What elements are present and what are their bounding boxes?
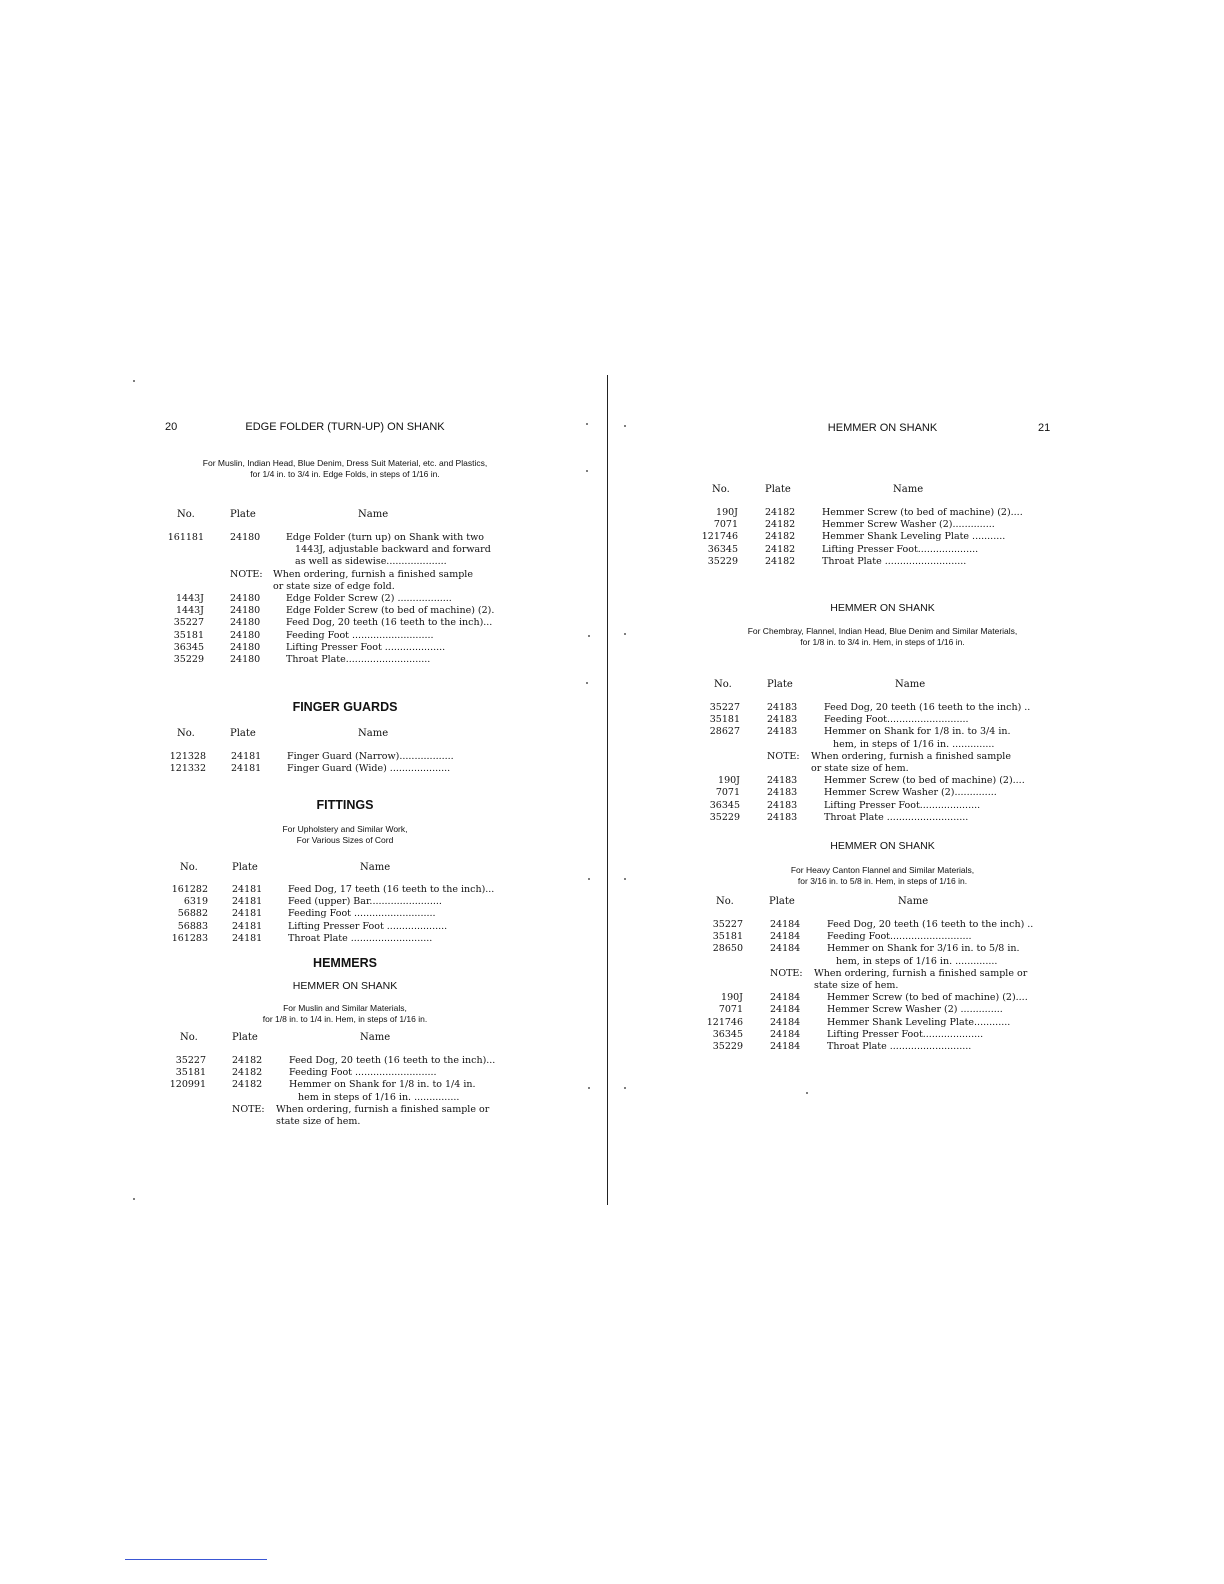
part-name: Hemmer on Shank for 1/8 in. to 3/4 in. xyxy=(824,726,1011,738)
part-number: 36345 xyxy=(712,1028,743,1040)
part-name: When ordering, furnish a finished sample or xyxy=(814,967,1028,979)
part-number: 1443J xyxy=(176,605,204,617)
note-label: NOTE: xyxy=(232,1103,265,1115)
part-number: 190J xyxy=(721,992,743,1004)
part-name: Throat Plate............................ xyxy=(286,654,431,665)
part-name: state size of hem. xyxy=(814,980,899,991)
part-name: Hemmer Screw (to bed of machine) (2).... xyxy=(827,992,1028,1004)
part-name: Hemmer Screw (to bed of machine) (2).... xyxy=(822,507,1023,518)
scan-speck xyxy=(624,878,626,880)
part-number: 36345 xyxy=(173,641,204,653)
left-page-header: EDGE FOLDER (TURN-UP) ON SHANK xyxy=(245,421,445,433)
part-name: Hemmer Shank Leveling Plate ........... xyxy=(822,531,1006,543)
plate-number: 24181 xyxy=(232,932,263,944)
part-name: state size of hem. xyxy=(276,1116,361,1127)
hemmers-subtitle xyxy=(160,1003,530,1025)
plate-number: 24182 xyxy=(765,519,796,531)
edge-folder-subtitle xyxy=(160,458,530,480)
part-name: When ordering, furnish a finished sample xyxy=(273,568,473,580)
part-name: When ordering, furnish a finished sample or xyxy=(276,1103,490,1115)
subtitle-line: For Muslin, Indian Head, Blue Denim, Dress Suit Material, etc. and Plastics, xyxy=(202,458,488,468)
plate-number: 24181 xyxy=(231,751,262,762)
part-name: Hemmer Shank Leveling Plate............ xyxy=(827,1016,1011,1028)
col-header-name: Name xyxy=(358,728,389,739)
part-name: Hemmer Screw Washer (2).............. xyxy=(824,787,997,799)
part-name: Lifting Presser Foot .................... xyxy=(286,641,446,653)
part-number: 121746 xyxy=(701,531,738,543)
part-name: Hemmer Screw Washer (2).............. xyxy=(822,519,995,531)
part-name: Finger Guard (Wide) .................... xyxy=(287,763,451,775)
scan-speck xyxy=(586,470,588,472)
col-header-plate: Plate xyxy=(769,896,795,907)
plate-number: 24183 xyxy=(767,726,798,738)
plate-number: 24180 xyxy=(230,629,261,641)
part-number: 120991 xyxy=(169,1079,206,1091)
part-number: 35227 xyxy=(175,1055,206,1066)
col-header-plate: Plate xyxy=(765,484,791,495)
subtitle-line: for 3/16 in. to 5/8 in. Hem, in steps of 1/16 in. xyxy=(797,876,968,886)
part-name: Feeding Foot ........................... xyxy=(288,908,436,920)
part-name: Feed Dog, 20 teeth (16 teeth to the inch) .. xyxy=(827,919,1034,930)
right-page-header: HEMMER ON SHANK xyxy=(827,422,938,434)
part-name: 1443J, adjustable backward and forward xyxy=(286,544,491,556)
part-number: 28650 xyxy=(712,943,743,955)
subtitle-line: For Muslin and Similar Materials, xyxy=(283,1003,407,1013)
part-name: Edge Folder Screw (to bed of machine) (2). xyxy=(286,605,495,617)
hemmer-on-shank-title: HEMMER ON SHANK xyxy=(292,980,398,992)
col-header-no: No. xyxy=(714,679,732,690)
col-header-name: Name xyxy=(358,509,389,520)
scan-speck xyxy=(624,1087,626,1089)
part-name: Feed (upper) Bar........................ xyxy=(288,896,442,908)
part-number: 7071 xyxy=(713,519,738,531)
fittings-title: FITTINGS xyxy=(316,798,374,812)
plate-number: 24180 xyxy=(230,654,261,665)
part-name: Hemmer Screw Washer (2) .............. xyxy=(827,1004,1003,1016)
col-header-plate: Plate xyxy=(232,862,258,873)
col-header-name: Name xyxy=(898,896,929,907)
part-name: Feeding Foot........................... xyxy=(827,931,972,943)
hemmer-2-title: HEMMER ON SHANK xyxy=(830,602,935,614)
left-page-number: 20 xyxy=(165,421,178,433)
plate-number: 24181 xyxy=(232,908,263,920)
part-number: 35181 xyxy=(712,931,743,943)
col-header-plate: Plate xyxy=(767,679,793,690)
part-number: 35227 xyxy=(173,617,204,629)
part-name: Hemmer on Shank for 3/16 in. to 5/8 in. xyxy=(827,943,1020,955)
part-number: 35229 xyxy=(707,555,738,567)
col-header-no: No. xyxy=(180,1032,198,1043)
scan-speck xyxy=(133,380,135,382)
part-name: hem, in steps of 1/16 in. .............. xyxy=(827,955,998,967)
part-name: Feeding Foot ........................... xyxy=(286,629,434,641)
plate-number: 24184 xyxy=(770,931,801,943)
col-header-no: No. xyxy=(177,509,195,520)
part-name: hem in steps of 1/16 in. ............... xyxy=(289,1091,460,1103)
part-number: 121332 xyxy=(169,763,206,775)
part-name: When ordering, furnish a finished sample xyxy=(811,750,1011,762)
part-name: as well as sidewise.................... xyxy=(286,556,447,568)
plate-number: 24183 xyxy=(767,799,798,811)
part-number: 35181 xyxy=(173,629,204,641)
part-number: 35229 xyxy=(712,1041,743,1052)
plate-number: 24182 xyxy=(765,531,796,543)
subtitle-line: For Chembray, Flannel, Indian Head, Blue Denim and Similar Materials, xyxy=(747,626,1018,636)
col-header-name: Name xyxy=(893,484,924,495)
scan-speck xyxy=(586,423,588,425)
finger-guards-title: FINGER GUARDS xyxy=(292,700,398,714)
part-number: 36345 xyxy=(707,543,738,555)
plate-number: 24182 xyxy=(765,543,796,555)
scan-speck xyxy=(586,682,588,684)
part-number: 161282 xyxy=(171,884,208,895)
part-number: 35229 xyxy=(173,654,204,665)
plate-number: 24184 xyxy=(770,1004,801,1016)
subtitle-line: For Heavy Canton Flannel and Similar Materials, xyxy=(790,865,975,875)
plate-number: 24182 xyxy=(765,555,796,567)
part-name: Edge Folder (turn up) on Shank with two xyxy=(286,532,484,543)
plate-number: 24184 xyxy=(770,992,801,1004)
part-name: Feeding Foot ........................... xyxy=(289,1067,437,1079)
subtitle-line: for 1/8 in. to 3/4 in. Hem, in steps of 1/16 in. xyxy=(800,637,965,647)
part-number: 161283 xyxy=(171,932,208,944)
part-name: Feed Dog, 17 teeth (16 teeth to the inch)... xyxy=(288,884,495,895)
part-number: 6319 xyxy=(183,896,208,908)
col-header-no: No. xyxy=(180,862,198,873)
part-number: 7071 xyxy=(718,1004,743,1016)
plate-number: 24182 xyxy=(232,1067,263,1079)
plate-number: 24184 xyxy=(770,1028,801,1040)
note-label: NOTE: xyxy=(770,967,803,979)
col-header-no: No. xyxy=(712,484,730,495)
part-number: 1443J xyxy=(176,593,204,604)
part-name: Lifting Presser Foot.................... xyxy=(827,1028,984,1040)
plate-number: 24182 xyxy=(232,1055,263,1066)
right-page-number: 21 xyxy=(1038,422,1051,434)
part-name: Hemmer on Shank for 1/8 in. to 1/4 in. xyxy=(289,1079,476,1091)
part-name: Feed Dog, 20 teeth (16 teeth to the inch)... xyxy=(289,1055,496,1066)
scan-speck xyxy=(624,425,626,427)
part-number: 56883 xyxy=(177,920,208,932)
note-label: NOTE: xyxy=(767,750,800,762)
part-number: 35227 xyxy=(709,702,740,713)
part-name: Feeding Foot........................... xyxy=(824,714,969,726)
col-header-name: Name xyxy=(360,1032,391,1043)
note-label: NOTE: xyxy=(230,568,263,580)
part-number: 35181 xyxy=(709,714,740,726)
fittings-subtitle xyxy=(160,824,530,846)
col-header-plate: Plate xyxy=(232,1032,258,1043)
part-name: Hemmer Screw (to bed of machine) (2).... xyxy=(824,775,1025,787)
plate-number: 24183 xyxy=(767,811,798,823)
part-name: Lifting Presser Foot.................... xyxy=(822,543,979,555)
plate-number: 24181 xyxy=(232,896,263,908)
part-name: or state size of hem. xyxy=(811,763,909,774)
subtitle-line: for 1/8 in. to 1/4 in. Hem, in steps of 1/16 in. xyxy=(262,1014,428,1024)
part-name: Throat Plate ........................... xyxy=(288,932,433,944)
plate-number: 24181 xyxy=(231,763,262,775)
part-name: Throat Plate ........................... xyxy=(824,811,969,823)
plate-number: 24182 xyxy=(232,1079,263,1091)
col-header-plate: Plate xyxy=(230,728,256,739)
subtitle-line: for 1/4 in. to 3/4 in. Edge Folds, in steps of 1/16 in. xyxy=(250,469,440,479)
plate-number: 24184 xyxy=(770,1016,801,1028)
col-header-name: Name xyxy=(360,862,391,873)
plate-number: 24184 xyxy=(770,1041,801,1052)
plate-number: 24183 xyxy=(767,775,798,787)
part-number: 35227 xyxy=(712,919,743,930)
plate-number: 24183 xyxy=(767,787,798,799)
hemmer-3-title: HEMMER ON SHANK xyxy=(830,840,935,852)
hemmer-2-subtitle xyxy=(700,626,1065,648)
plate-number: 24181 xyxy=(232,884,263,895)
page-gutter-divider xyxy=(607,375,608,1205)
plate-number: 24180 xyxy=(230,605,261,617)
scan-speck xyxy=(588,635,590,637)
part-number: 121746 xyxy=(706,1016,743,1028)
part-number: 190J xyxy=(718,775,740,787)
part-number: 36345 xyxy=(709,799,740,811)
plate-number: 24183 xyxy=(767,714,798,726)
part-name: Edge Folder Screw (2) .................. xyxy=(286,593,452,604)
scan-speck xyxy=(588,1087,590,1089)
part-number: 35229 xyxy=(709,811,740,823)
plate-number: 24180 xyxy=(230,532,261,543)
plate-number: 24182 xyxy=(765,507,796,518)
subtitle-line: For Upholstery and Similar Work, xyxy=(282,824,408,834)
part-number: 7071 xyxy=(715,787,740,799)
hemmers-title: HEMMERS xyxy=(313,956,377,970)
scan-speck xyxy=(806,1092,808,1094)
col-header-no: No. xyxy=(716,896,734,907)
part-name: Lifting Presser Foot .................... xyxy=(288,920,448,932)
part-name: Feed Dog, 20 teeth (16 teeth to the inch) .. xyxy=(824,702,1031,713)
hemmer-3-subtitle xyxy=(700,865,1065,887)
col-header-name: Name xyxy=(895,679,926,690)
part-name: Throat Plate ........................... xyxy=(822,555,967,567)
plate-number: 24181 xyxy=(232,920,263,932)
part-number: 161181 xyxy=(167,532,204,543)
scan-speck xyxy=(624,633,626,635)
part-name: Lifting Presser Foot.................... xyxy=(824,799,981,811)
part-number: 56882 xyxy=(177,908,208,920)
scan-speck xyxy=(588,878,590,880)
plate-number: 24184 xyxy=(770,919,801,930)
part-name: hem, in steps of 1/16 in. .............. xyxy=(824,738,995,750)
footer-rule xyxy=(125,1559,267,1560)
part-name: Feed Dog, 20 teeth (16 teeth to the inch)... xyxy=(286,617,493,629)
part-name: Finger Guard (Narrow).................. xyxy=(287,751,454,762)
plate-number: 24184 xyxy=(770,943,801,955)
part-number: 35181 xyxy=(175,1067,206,1079)
col-header-no: No. xyxy=(177,728,195,739)
part-name: or state size of edge fold. xyxy=(273,580,395,592)
plate-number: 24180 xyxy=(230,617,261,629)
plate-number: 24183 xyxy=(767,702,798,713)
scan-speck xyxy=(133,1198,135,1200)
subtitle-line: For Various Sizes of Cord xyxy=(296,835,394,845)
part-number: 121328 xyxy=(169,751,206,762)
part-number: 190J xyxy=(716,507,738,518)
part-name: Throat Plate ........................... xyxy=(827,1041,972,1052)
plate-number: 24180 xyxy=(230,593,261,604)
col-header-plate: Plate xyxy=(230,509,256,520)
part-number: 28627 xyxy=(709,726,740,738)
plate-number: 24180 xyxy=(230,641,261,653)
